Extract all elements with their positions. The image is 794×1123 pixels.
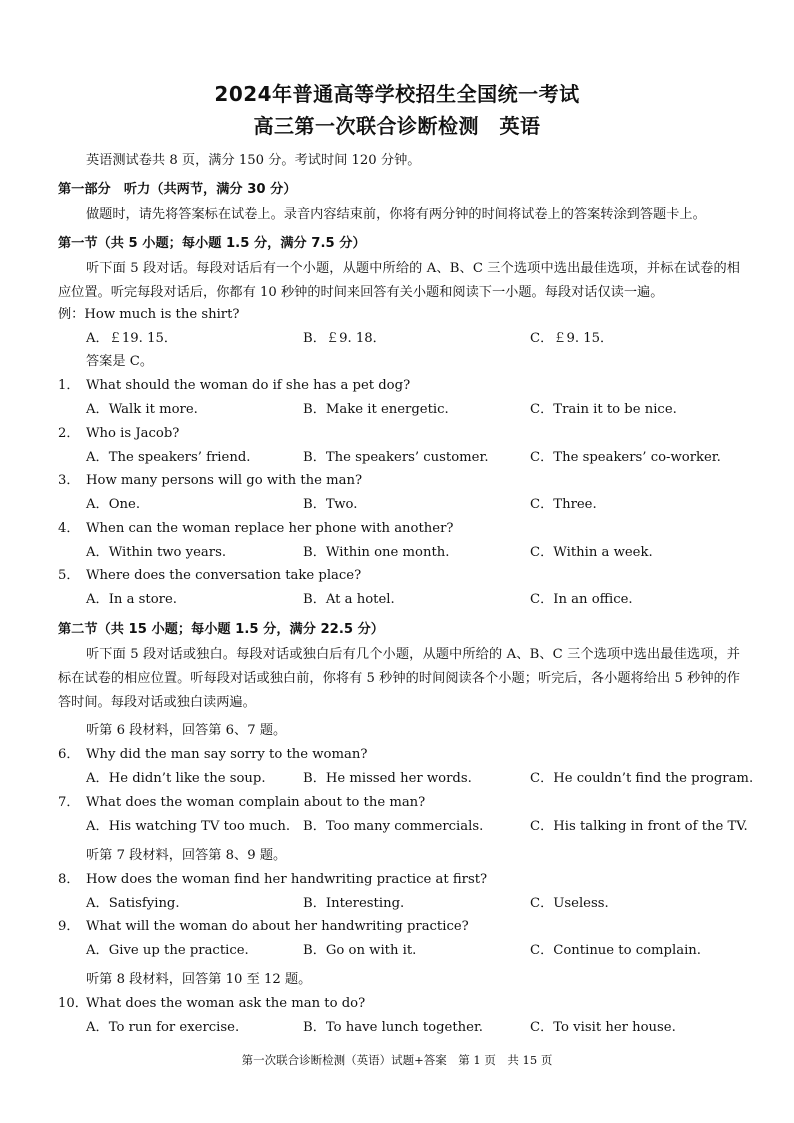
option-a: A．The speakers’ friend. (86, 450, 251, 465)
section2-heading: 第二节（共 15 小题；每小题 1.5 分，满分 22.5 分） (58, 622, 384, 637)
option-b: B．Make it energetic. (303, 402, 449, 417)
exam-intro: 英语测试卷共 8 页，满分 150 分。考试时间 120 分钟。 (86, 153, 421, 168)
example-question: 例：How much is the shirt? (58, 307, 240, 322)
material-note: 听第 6 段材料，回答第 6、7 题。 (86, 723, 287, 738)
option-b: B．Go on with it. (303, 943, 417, 958)
option-c: C．To visit her house. (530, 1020, 676, 1035)
option-c: C．Three. (530, 497, 597, 512)
option-a: A．Satisfying. (86, 896, 180, 911)
question-text: What does the woman ask the man to do? (86, 996, 366, 1011)
page-footer: 第一次联合诊断检测（英语）试题+答案 第 1 页 共 15 页 (241, 1053, 553, 1067)
question-number: 6． (58, 747, 80, 762)
section2-instruction: 听下面 5 段对话或独白。每段对话或独白后有几个小题，从题中所给的 A、B、C 三个选项中选出最佳选项，并标在试卷的相应位置。听每段对话或独白前，你将有 5 秒钟的时间阅读各个小题；听完后，各小题将给出 5 秒钟的作答时间。每段对话或独白读两遍。 (58, 647, 740, 710)
option-a: A．To run for exercise. (86, 1020, 240, 1035)
part1-instruction: 做题时，请先将答案标在试卷上。录音内容结束前，你将有两分钟的时间将试卷上的答案转涂到答题卡上。 (86, 207, 706, 222)
exam-title: 2024年普通高等学校招生全国统一考试 (214, 82, 580, 106)
option-b: B．Too many commercials. (303, 819, 484, 834)
option-c: C．Within a week. (530, 545, 653, 560)
part1-heading: 第一部分 听力（共两节，满分 30 分） (58, 182, 297, 197)
question-text: Why did the man say sorry to the woman? (86, 747, 368, 762)
option-a: A．Within two years. (86, 545, 227, 560)
option-b: B．Within one month. (303, 545, 450, 560)
exam-subtitle: 高三第一次联合诊断检测 英语 (253, 114, 541, 138)
option-b: B．Two. (303, 497, 358, 512)
section1-instruction: 听下面 5 段对话。每段对话后有一个小题，从题中所给的 A、B、C 三个选项中选出最佳选项，并标在试卷的相应位置。听完每段对话后，你都有 10 秒钟的时间来回答有关小题和阅读下一小题。每段对话仅读一遍。 (58, 261, 740, 300)
question-number: 4． (58, 521, 80, 536)
option-a: A．In a store. (86, 592, 177, 607)
option-c: C．Continue to complain. (530, 943, 701, 958)
question-number: 7． (58, 795, 80, 810)
question-text: What will the woman do about her handwriting practice? (86, 919, 469, 934)
material-note: 听第 7 段材料，回答第 8、9 题。 (86, 848, 287, 863)
option-a: A．Give up the practice. (86, 943, 249, 958)
question-number: 9． (58, 919, 80, 934)
option-c: C．His talking in front of the TV. (530, 819, 748, 834)
example-answer: 答案是 C。 (86, 354, 154, 369)
example-option-b: B．￡9. 18． (303, 331, 386, 346)
option-a: A．One. (86, 497, 141, 512)
question-number: 3． (58, 473, 80, 488)
option-c: C．In an office. (530, 592, 633, 607)
option-b: B．The speakers’ customer. (303, 450, 489, 465)
option-c: C．Train it to be nice. (530, 402, 677, 417)
section1-heading: 第一节（共 5 小题；每小题 1.5 分，满分 7.5 分） (58, 236, 366, 251)
option-b: B．Interesting. (303, 896, 405, 911)
option-c: C．Useless. (530, 896, 609, 911)
example-option-a: A．￡19. 15． (86, 331, 178, 346)
question-text: What does the woman complain about to the man? (86, 795, 426, 810)
question-text: Who is Jacob? (86, 426, 180, 441)
option-b: B．He missed her words. (303, 771, 472, 786)
example-option-c: C．￡9. 15． (530, 331, 614, 346)
question-number: 8． (58, 872, 80, 887)
option-a: A．Walk it more. (86, 402, 198, 417)
question-text: What should the woman do if she has a pet dog? (86, 378, 411, 393)
question-text: How does the woman find her handwriting practice at first? (86, 872, 488, 887)
option-b: B．At a hotel. (303, 592, 395, 607)
option-c: C．The speakers’ co-worker. (530, 450, 721, 465)
question-number: 10． (58, 996, 88, 1011)
material-note: 听第 8 段材料，回答第 10 至 12 题。 (86, 972, 312, 987)
option-a: A．He didn’t like the soup. (86, 771, 266, 786)
question-text: When can the woman replace her phone with another? (86, 521, 454, 536)
question-number: 5． (58, 568, 80, 583)
question-number: 2． (58, 426, 80, 441)
question-number: 1． (58, 378, 80, 393)
option-c: C．He couldn’t find the program. (530, 771, 754, 786)
option-b: B．To have lunch together. (303, 1020, 483, 1035)
question-text: How many persons will go with the man? (86, 473, 363, 488)
question-text: Where does the conversation take place? (86, 568, 362, 583)
option-a: A．His watching TV too much. (86, 819, 291, 834)
